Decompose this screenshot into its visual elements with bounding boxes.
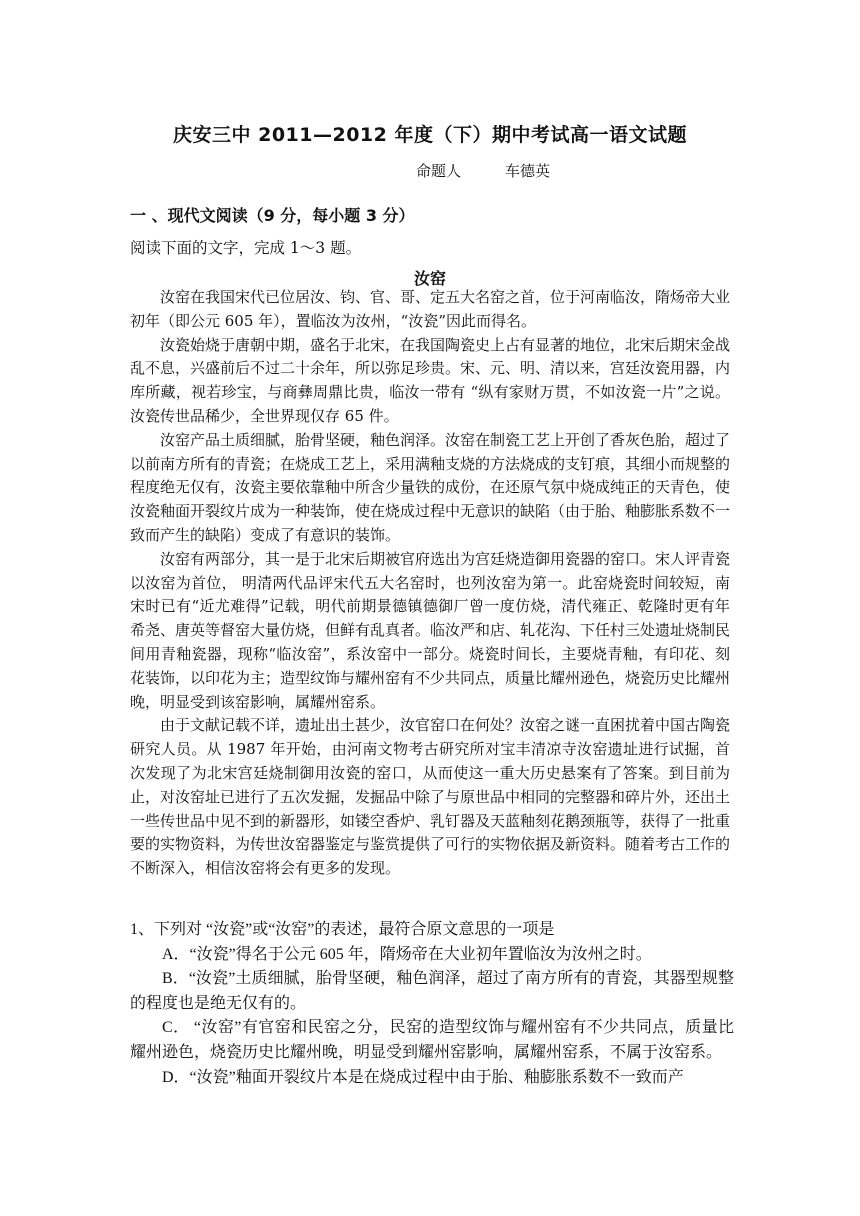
question-1 bbox=[130, 918, 734, 1090]
option-d: D．“汝瓷”釉面开裂纹片本是在烧成过程中由于胎、釉膨胀系数不一致而产 bbox=[162, 1068, 684, 1086]
option-b: B．“汝瓷”土质细腻，胎骨坚硬，釉色润泽，超过了南方所有的青瓷，其器型规整的程度也是绝无仅有的。 bbox=[130, 970, 734, 1012]
option-a: A．“汝瓷”得名于公元 605 年，隋炀帝在大业初年置临汝为汝州之时。 bbox=[162, 945, 652, 963]
article-paragraph: 汝窑有两部分，其一是于北宋后期被官府选出为宫廷烧造御用瓷器的窑口。宋人评青瓷以汝窑为首位， 明清两代品评宋代五大名窑时，也列汝窑为第一。此窑烧瓷时间较短，南宋时已有“近尤难得”记载，明代前期景德镇德御厂曾一度仿烧，清代雍正、乾隆时更有年希尧、唐英等督窑大量仿烧，但鲜有乱真者。临汝严和店、轧花沟、下任村三处遗址烧制民间用青釉瓷器，现称“临汝窑”，系汝窑中一部分。烧瓷时间长，主要烧青釉，有印花、刻花装饰，以印花为主；造型纹饰与耀州窑有不少共同点，质量比耀州逊色，烧瓷历史比耀州晚，明显受到该窑影响，属耀州窑系。 bbox=[130, 549, 731, 711]
reading-instruction: 阅读下面的文字，完成 1～3 题。 bbox=[130, 239, 362, 257]
article-paragraph: 汝窑在我国宋代已位居汝、钧、官、哥、定五大名窑之首，位于河南临汝，隋炀帝大业初年（即公元 605 年），置临汝为汝州，“汝瓷”因此而得名。 bbox=[130, 288, 731, 330]
section-heading: 一 、现代文阅读（9 分，每小题 3 分） bbox=[130, 206, 415, 225]
question-stem: 1、下列对 “汝瓷”或“汝窑”的表述，最符合原文意思的一项是 bbox=[130, 921, 555, 938]
article-paragraph: 由于文献记载不详，遗址出土甚少，汝官窑口在何处？汝窑之谜一直困扰着中国古陶瓷研究人员。从 1987 年开始，由河南文物考古研究所对宝丰清凉寺汝窑遗址进行试掘，首次发现了为北宋宫廷烧制御用汝瓷的窑口，从而使这一重大历史悬案有了答案。到目前为止，对汝窑址已进行了五次发掘，发掘品中除了与原世品中相同的完整器和碎片外，还出土一些传世品中见不到的新器形，如镂空香炉、乳钉器及天蓝釉刻花鹅颈瓶等，获得了一批重要的实物资料，为传世汝窑器鉴定与鉴赏提供了可行的实物依据及新资料。随着考古工作的不断深入，相信汝窑将会有更多的发现。 bbox=[130, 716, 731, 878]
article-title: 汝窑 bbox=[413, 269, 446, 288]
author-line bbox=[416, 160, 550, 181]
author-label: 命题人 bbox=[416, 162, 462, 180]
author-name: 车德英 bbox=[505, 162, 551, 180]
article-body bbox=[130, 286, 730, 881]
exam-title: 庆安三中 2011—2012 年度（下）期中考试高一语文试题 bbox=[173, 124, 687, 146]
option-c: C． “汝窑”有官窑和民窑之分，民窑的造型纹饰与耀州窑有不少共同点，质量比耀州逊色，烧瓷历史比耀州晚，明显受到耀州窑影响，属耀州窑系，不属于汝窑系。 bbox=[130, 1019, 734, 1061]
article-paragraph: 汝瓷始烧于唐朝中期，盛名于北宋，在我国陶瓷史上占有显著的地位，北宋后期宋金战乱不息，兴盛前后不过二十余年，所以弥足珍贵。宋、元、明、清以来，宫廷汝瓷用器，内库所藏，视若珍宝，与商彝周鼎比贵，临汝一带有 “纵有家财万贯，不如汝瓷一片”之说。汝瓷传世品稀少，全世界现仅存 65 件。 bbox=[130, 335, 731, 425]
article-paragraph: 汝窑产品土质细腻，胎骨坚硬，釉色润泽。汝窑在制瓷工艺上开创了香灰色胎，超过了以前南方所有的青瓷；在烧成工艺上，采用满釉支烧的方法烧成的支钉痕，其细小而规整的程度绝无仅有，汝瓷主要依靠釉中所含少量铁的成份，在还原气氛中烧成纯正的天青色，使汝瓷釉面开裂纹片成为一种装饰，使在烧成过程中无意识的缺陷（由于胎、釉膨胀系数不一致而产生的缺陷）变成了有意识的装饰。 bbox=[130, 430, 731, 544]
